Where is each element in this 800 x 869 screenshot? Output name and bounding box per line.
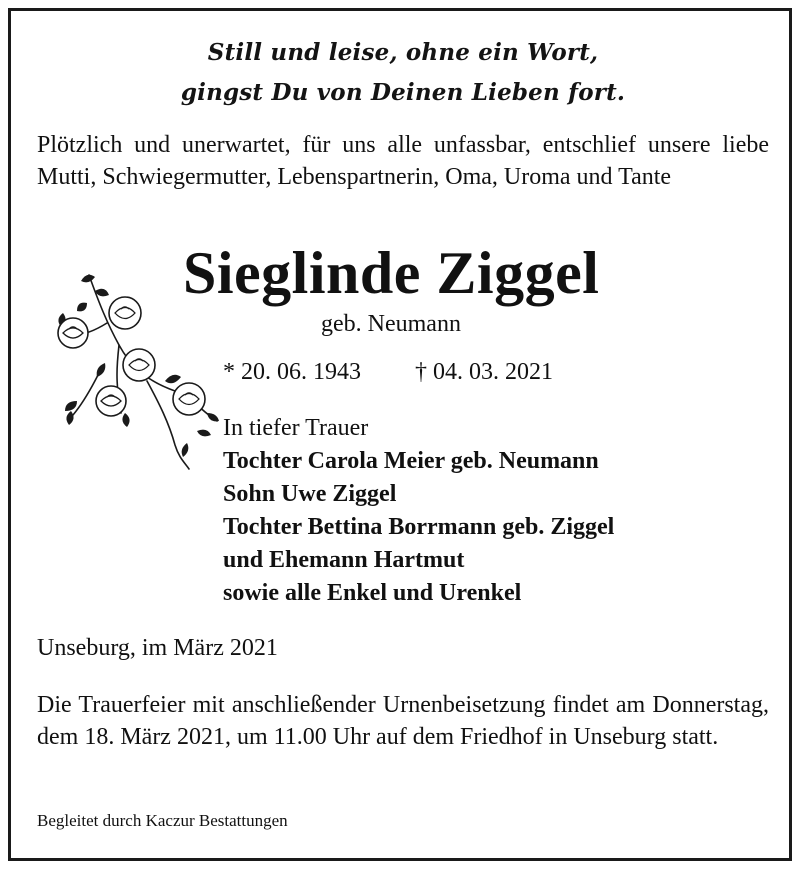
motto-line-1: Still und leise, ohne ein Wort, <box>207 39 599 66</box>
mourner-line: und Ehemann Hartmut <box>223 547 465 573</box>
obituary-frame <box>8 8 792 861</box>
mourner-line: Tochter Carola Meier geb. Neumann <box>223 448 599 474</box>
motto-line-2: gingst Du von Deinen Lieben fort. <box>180 79 626 106</box>
mourner-line: sowie alle Enkel und Urenkel <box>223 580 522 606</box>
footer-undertaker: Begleitet durch Kaczur Bestattungen <box>37 811 288 830</box>
intro-text: Plötzlich und unerwartet, für uns alle unfassbar, entschlief unsere liebe Mutti, Schwiegermutter, Lebenspartnerin, Oma, Uroma und Tante <box>37 132 769 190</box>
birth-name: geb. Neumann <box>321 311 461 337</box>
place-date: Unseburg, im März 2021 <box>37 635 278 661</box>
mourning-intro: In tiefer Trauer <box>223 415 369 441</box>
death-date: † 04. 03. 2021 <box>415 359 553 385</box>
mourner-line: Sohn Uwe Ziggel <box>223 481 397 507</box>
deceased-name: Sieglinde Ziggel <box>183 240 600 306</box>
birth-date: * 20. 06. 1943 <box>223 359 361 385</box>
mourner-line: Tochter Bettina Borrmann geb. Ziggel <box>223 514 615 540</box>
funeral-notice: Die Trauerfeier mit anschließender Urnenbeisetzung findet am Donnerstag, dem 18. März 2021, um 11.00 Uhr auf dem Friedhof in Unseburg statt. <box>37 692 769 750</box>
